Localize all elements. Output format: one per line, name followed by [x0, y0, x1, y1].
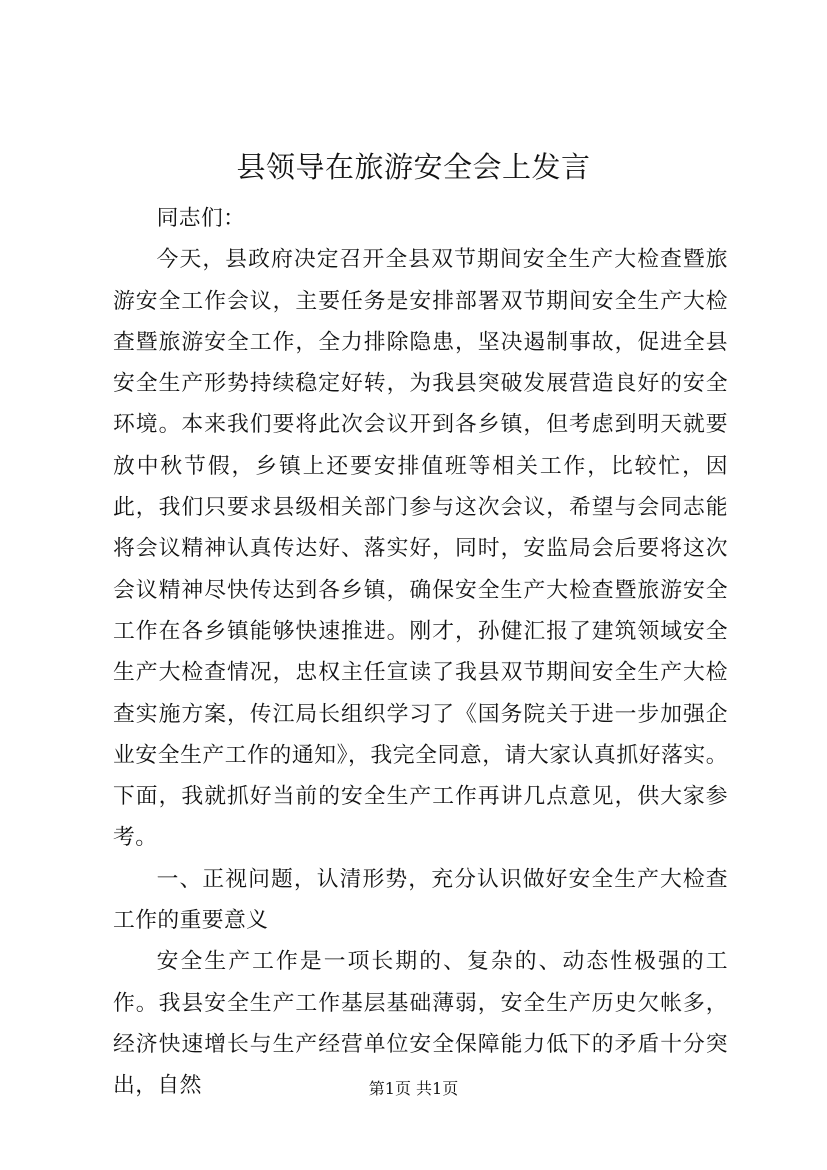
body-paragraph-section-1: 安全生产工作是一项长期的、复杂的、动态性极强的工作。我县安全生产工作基层基础薄弱，安全生产历史欠帐多，经济快速增长与生产经营单位安全保障能力低下的矛盾十分突出，自然 — [113, 949, 728, 1099]
body-paragraph-intro: 今天，县政府决定召开全县双节期间安全生产大检查暨旅游安全工作会议，主要任务是安排部署双节期间安全生产大检查暨旅游安全工作，全力排除隐患，坚决遏制事故，促进全县安全生产形势持续稳定好转，为我县突破发展营造良好的安全环境。本来我们要将此次会议开到各乡镇，但考虑到明天就要放中秋节假，乡镇上还要安排值班等相关工作，比较忙，因此，我们只要求县级相关部门参与这次会议，希望与会同志能将会议精神认真传达好、落实好，同时，安监局会后要将这次会议精神尽快传达到各乡镇，确保安全生产大检查暨旅游安全工作在各乡镇能够快速推进。刚才，孙健汇报了建筑领域安全生产大检查情况，忠权主任宣读了我县双节期间安全生产大检查实施方案，传江局长组织学习了《国务院关于进一步加强企业安全生产工作的通知》，我完全同意，请大家认真抓好落实。下面，我就抓好当前的安全生产工作再讲几点意见，供大家参考。 — [113, 247, 728, 851]
page-footer: 第1页 共1页 — [368, 1079, 459, 1098]
document-title: 县领导在旅游安全会上发言 — [236, 150, 591, 184]
salutation-paragraph: 同志们： — [156, 206, 246, 231]
section-heading-1: 一、正视问题，认清形势，充分认识做好安全生产大检查工作的重要意义 — [113, 866, 728, 934]
document-body — [113, 198, 728, 1107]
